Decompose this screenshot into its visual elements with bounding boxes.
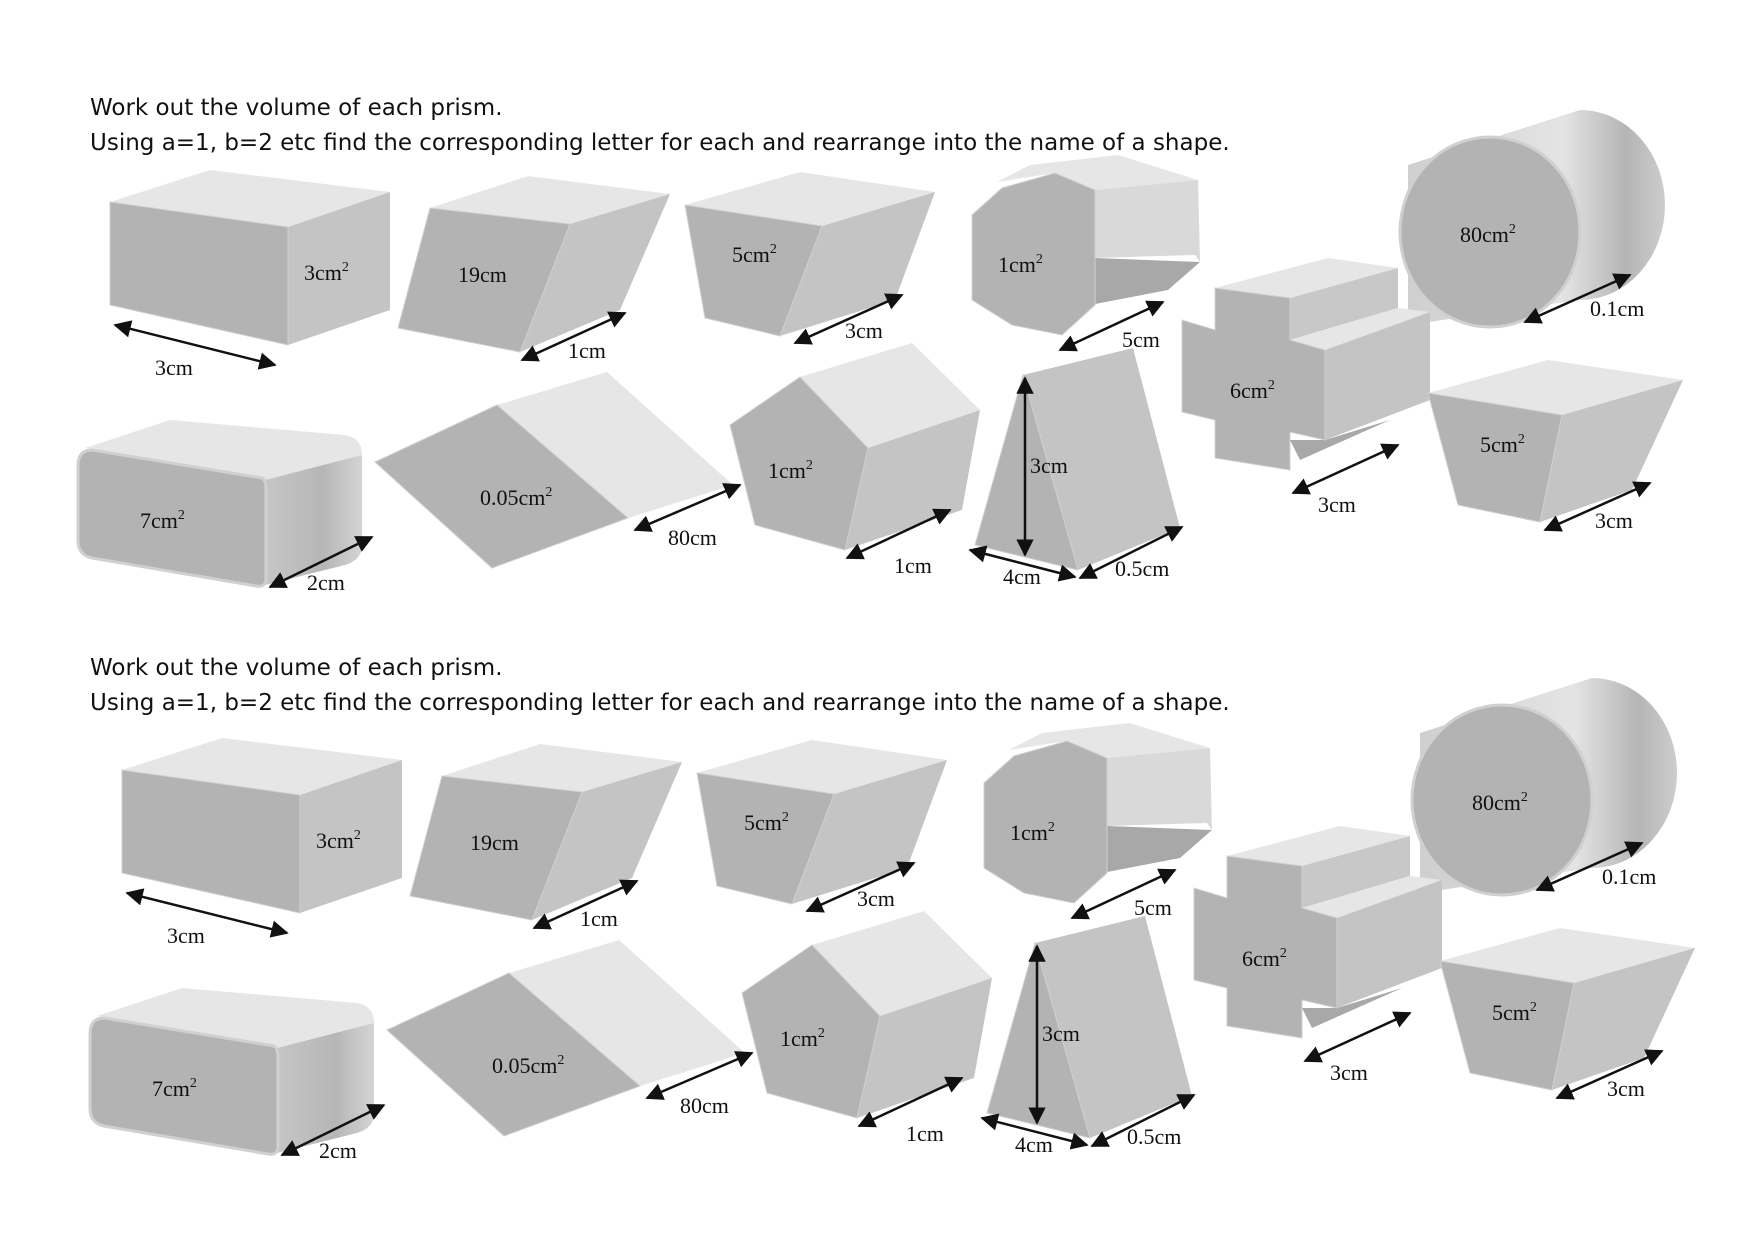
length-label: 0.1cm: [1602, 864, 1657, 889]
length-label: 1cm: [568, 338, 606, 363]
length-label: 3cm: [1595, 508, 1633, 533]
prism-octagonal: [972, 155, 1200, 352]
base-label: 4cm: [1003, 564, 1041, 589]
prism-rounded: [90, 988, 384, 1163]
prism-pentagonal: [730, 343, 980, 578]
length-label: 3cm: [845, 318, 883, 343]
prism-triangular: [982, 916, 1194, 1157]
prism-inverted-trapezium: [1428, 360, 1683, 533]
area-label: $3cm^2$: [304, 260, 349, 285]
length-label: 3cm: [1318, 492, 1356, 517]
area-label: $6cm^2$: [1242, 946, 1287, 971]
area-label: $0.05cm^2$: [480, 485, 553, 510]
prism-inverted-trapezium: [1440, 928, 1695, 1101]
prism-cylinder: [1412, 678, 1677, 895]
area-label: $7cm^2$: [152, 1076, 197, 1101]
prism-parallelogram: [410, 744, 682, 931]
area-label: $80cm^2$: [1472, 790, 1528, 815]
length-label: 80cm: [680, 1093, 729, 1118]
prism-cuboid: [110, 170, 390, 380]
area-label: $1cm^2$: [780, 1026, 825, 1051]
instruction-line-2: Using a=1, b=2 etc find the corresponding letter for each and rearrange into the name of a shape.: [90, 690, 1230, 716]
area-label: $5cm^2$: [744, 810, 789, 835]
length-label: 80cm: [668, 525, 717, 550]
length-label: 0.5cm: [1127, 1124, 1182, 1149]
length-label: 1cm: [906, 1121, 944, 1146]
area-label: 19cm: [458, 262, 507, 287]
prism-trapezium: [685, 172, 935, 343]
height-label: 3cm: [1030, 453, 1068, 478]
instruction-line-2: Using a=1, b=2 etc find the corresponding letter for each and rearrange into the name of a shape.: [90, 130, 1230, 156]
prism-rounded: [78, 420, 372, 595]
area-label: $5cm^2$: [1480, 432, 1525, 457]
instruction-line-1: Work out the volume of each prism.: [90, 95, 503, 121]
base-label: 4cm: [1015, 1132, 1053, 1157]
length-label: 3cm: [857, 886, 895, 911]
length-label: 2cm: [307, 570, 345, 595]
length-label: 0.1cm: [1590, 296, 1645, 321]
prism-triangular: [970, 348, 1182, 589]
area-label: $1cm^2$: [998, 252, 1043, 277]
prism-cross: [1182, 258, 1430, 517]
length-label: 3cm: [1607, 1076, 1645, 1101]
area-label: $7cm^2$: [140, 508, 185, 533]
length-label: 2cm: [319, 1138, 357, 1163]
area-label: $6cm^2$: [1230, 378, 1275, 403]
length-label: 3cm: [155, 355, 193, 380]
prism-trapezium: [697, 740, 947, 911]
area-label: $0.05cm^2$: [492, 1053, 565, 1078]
area-label: $1cm^2$: [768, 458, 813, 483]
instruction-line-1: Work out the volume of each prism.: [90, 655, 503, 681]
area-label: $5cm^2$: [732, 242, 777, 267]
length-label: 1cm: [894, 553, 932, 578]
prism-thin-wedge: [375, 372, 740, 568]
area-label: $3cm^2$: [316, 828, 361, 853]
prism-cylinder: [1400, 110, 1665, 327]
length-label: 3cm: [1330, 1060, 1368, 1085]
prism-thin-wedge: [387, 940, 752, 1136]
prism-parallelogram: [398, 176, 670, 363]
prism-pentagonal: [742, 911, 992, 1146]
worksheet-1: [78, 110, 1683, 595]
prism-cuboid: [122, 738, 402, 948]
length-label: 1cm: [580, 906, 618, 931]
worksheet-2: [90, 678, 1695, 1163]
length-label: 0.5cm: [1115, 556, 1170, 581]
prism-octagonal: [984, 723, 1212, 920]
length-label: 5cm: [1134, 895, 1172, 920]
prism-cross: [1194, 826, 1442, 1085]
length-label: 3cm: [167, 923, 205, 948]
area-label: $80cm^2$: [1460, 222, 1516, 247]
length-label: 5cm: [1122, 327, 1160, 352]
area-label: $1cm^2$: [1010, 820, 1055, 845]
area-label: 19cm: [470, 830, 519, 855]
height-label: 3cm: [1042, 1021, 1080, 1046]
area-label: $5cm^2$: [1492, 1000, 1537, 1025]
